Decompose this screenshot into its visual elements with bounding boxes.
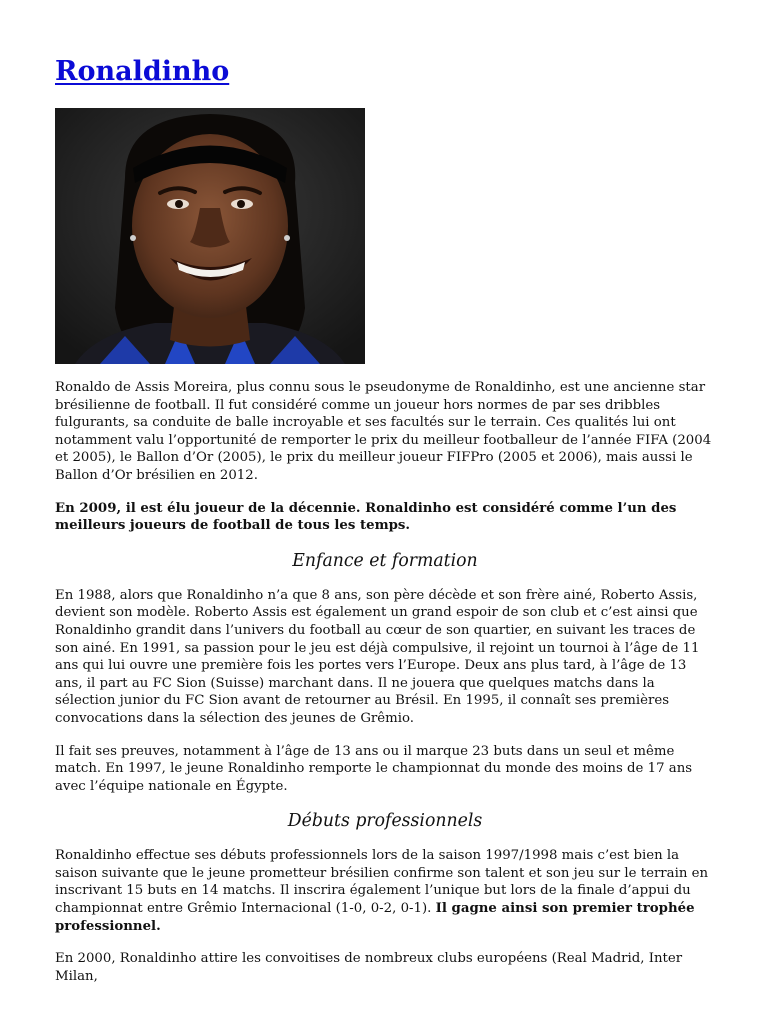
section-paragraph: En 1988, alors que Ronaldinho n’a que 8 ans, son père décède et son frère ainé, Roberto Assis, devient son modèle. Roberto Assis est également un grand espoir de son club et c’est ainsi que Ronaldinho grandit dans l’univers du football au cœur de son quartier, en suivant les traces de son ainé. En 1991, sa passion pour le jeu est déjà compulsive, il rejoint un tournoi à l’âge de 11 ans qui lui ouvre une première fois les portes vers l’Europe. Deux ans plus tard, à l’âge de 13 ans, il part au FC Sion (Suisse) marchant dans. Il ne jouera que quelques matchs dans la sélection junior du FC Sion avant de retourner au Brésil. En 1995, il connaît ses premières convocations dans la sélection des jeunes de Grêmio. bbox=[55, 587, 700, 726]
document-page bbox=[55, 0, 715, 985]
intro-paragraph: Ronaldo de Assis Moreira, plus connu sous le pseudonyme de Ronaldinho, est une ancienne star brésilienne de football. Il fut considéré comme un joueur hors normes de par ses dribbles fulgurants, sa conduite de balle incroyable et ses facultés sur le terrain. Ces qualités lui ont notamment valu l’opportunité de remporter le prix du meilleur footballeur de l’année FIFA (2004 et 2005), le Ballon d’Or (2005), le prix du meilleur joueur FIFPro (2005 et 2006), mais aussi le Ballon d’Or brésilien en 2012. bbox=[55, 380, 712, 483]
title-link[interactable]: Ronaldinho bbox=[55, 56, 230, 87]
section-paragraph: Il fait ses preuves, notamment à l’âge de 13 ans ou il marque 23 buts dans un seul et même match. En 1997, le jeune Ronaldinho remporte le championnat du monde des moins de 17 ans avec l’équipe nationale en Égypte. bbox=[55, 743, 693, 794]
highlight-paragraph: En 2009, il est élu joueur de la décennie. Ronaldinho est considéré comme l’un des meilleurs joueurs de football de tous les temps. bbox=[55, 500, 677, 534]
section-paragraph: En 2000, Ronaldinho attire les convoitises de nombreux clubs européens (Real Madrid, Inter Milan, bbox=[55, 951, 683, 984]
page-title bbox=[55, 56, 715, 88]
paragraph-bold-text: Il gagne ainsi son premier trophée professionnel. bbox=[55, 901, 695, 934]
section-heading-enfance: Enfance et formation bbox=[292, 550, 478, 571]
section-heading-debuts: Débuts professionnels bbox=[287, 811, 483, 832]
paragraph-text: Ronaldinho effectue ses débuts professionnels lors de la saison 1997/1998 mais c’est bien la saison suivante que le jeune prometteur brésilien confirme son talent et son jeu sur le terrain en inscrivant 15 buts en 14 matchs. Il inscrira également l’unique but lors de la finale d’appui du championnat entre Grêmio Internacional (1-0, 0-2, 0-1). bbox=[55, 848, 709, 917]
section-paragraph bbox=[55, 847, 715, 935]
portrait-photo bbox=[55, 108, 365, 364]
